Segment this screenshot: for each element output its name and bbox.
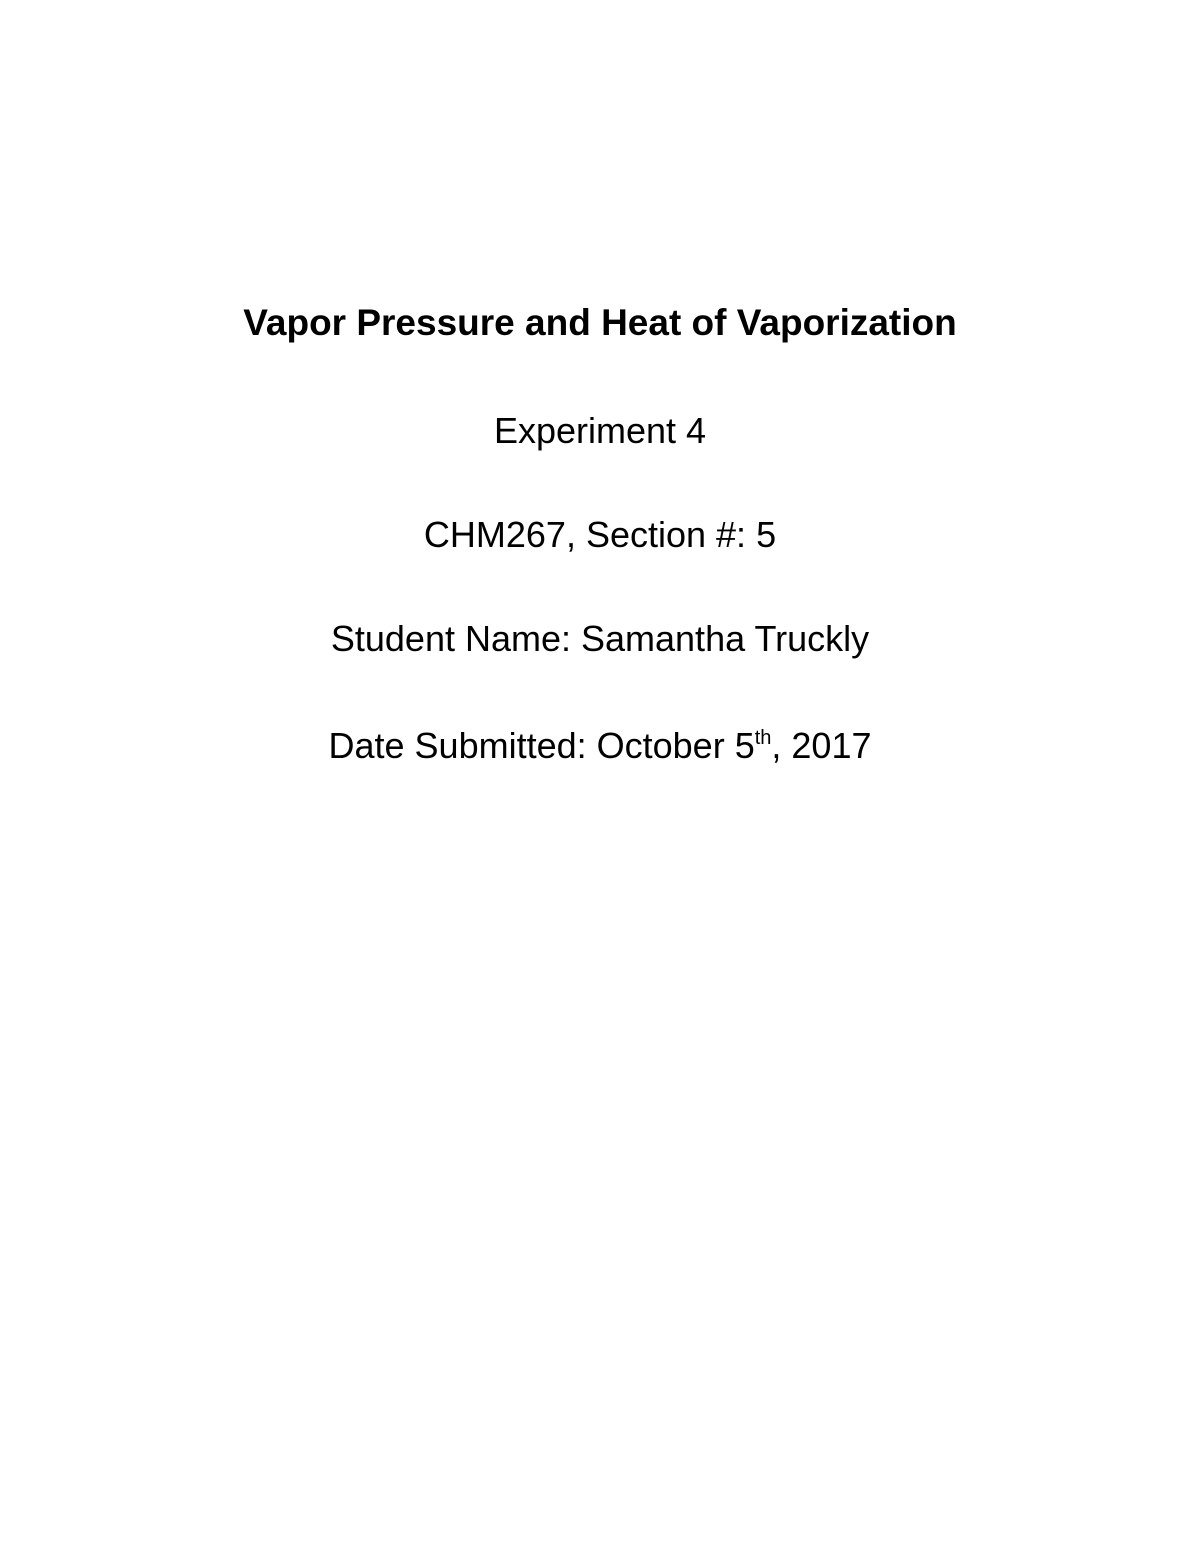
course-section: CHM267, Section #: 5 <box>423 514 777 555</box>
date-ordinal-suffix: th <box>754 727 772 749</box>
student-name: Student Name: Samantha Truckly <box>330 618 870 659</box>
date-year: , 2017 <box>771 725 872 766</box>
experiment-number: Experiment 4 <box>493 410 707 451</box>
date-prefix: Date Submitted: October 5 <box>328 725 755 766</box>
report-title: Vapor Pressure and Heat of Vaporization <box>243 302 957 343</box>
date-submitted <box>0 725 1200 766</box>
